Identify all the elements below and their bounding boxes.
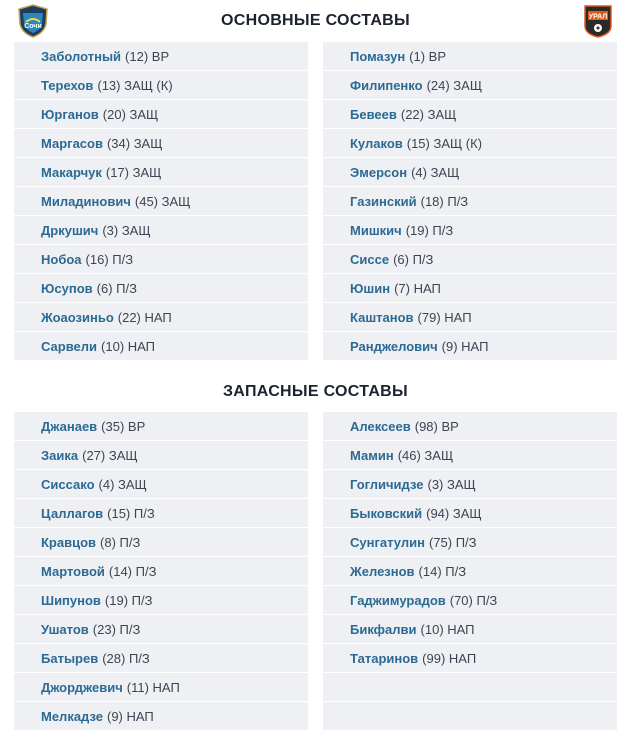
player-row — [323, 412, 617, 441]
player-info: (70) П/З — [449, 592, 498, 608]
player-name[interactable]: Ранджелович — [350, 338, 438, 354]
player-name[interactable]: Помазун — [350, 48, 406, 64]
player-name[interactable]: Джорджевич — [41, 679, 123, 695]
player-row — [323, 71, 617, 100]
player-row — [323, 441, 617, 470]
player-info: (6) П/З — [393, 251, 434, 267]
player-name[interactable]: Железнов — [350, 563, 415, 579]
player-name[interactable]: Джанаев — [41, 418, 98, 434]
substitutes-title: ЗАПАСНЫЕ СОСТАВЫ — [222, 383, 408, 400]
player-row — [14, 216, 308, 245]
player-row — [14, 528, 308, 557]
player-row — [14, 274, 308, 303]
player-name[interactable]: Юрганов — [41, 106, 99, 122]
player-info: (10) НАП — [420, 621, 475, 637]
player-info: (34) ЗАЩ — [106, 135, 163, 151]
player-name[interactable]: Эмерсон — [350, 164, 408, 180]
player-name[interactable]: Маргасов — [41, 135, 103, 151]
player-row — [323, 245, 617, 274]
player-row — [14, 42, 308, 71]
player-info: (15) П/З — [107, 505, 155, 521]
player-info: (9) НАП — [441, 338, 489, 354]
player-info: (1) ВР — [409, 48, 447, 64]
player-name[interactable]: Сиссе — [350, 251, 390, 267]
player-row — [14, 615, 308, 644]
player-row — [323, 42, 617, 71]
player-name[interactable]: Газинский — [350, 193, 417, 209]
player-row — [14, 702, 308, 731]
player-name[interactable]: Быковский — [350, 505, 423, 521]
player-name[interactable]: Дркушич — [41, 222, 99, 238]
player-name[interactable]: Татаринов — [350, 650, 419, 666]
svg-text:Сочи: Сочи — [24, 23, 42, 30]
player-name[interactable]: Заболотный — [41, 48, 122, 64]
player-row — [323, 644, 617, 673]
player-name[interactable]: Гаджимурадов — [350, 592, 446, 608]
player-row — [323, 303, 617, 332]
player-name[interactable]: Бевеев — [350, 106, 397, 122]
player-name[interactable]: Макарчук — [41, 164, 102, 180]
player-info: (9) НАП — [107, 708, 154, 724]
player-name[interactable]: Мишкич — [350, 222, 402, 238]
player-name[interactable]: Нобоа — [41, 251, 82, 267]
player-info: (23) П/З — [92, 621, 141, 637]
player-info: (10) НАП — [101, 338, 156, 354]
player-row — [14, 441, 308, 470]
player-info: (6) П/З — [96, 280, 137, 296]
player-name[interactable]: Миладинович — [41, 193, 131, 209]
player-info: (17) ЗАЩ — [105, 164, 162, 180]
player-info: (19) П/З — [104, 592, 153, 608]
player-row — [14, 129, 308, 158]
player-info: (13) ЗАЩ (К) — [97, 77, 173, 93]
player-info: (18) П/З — [420, 193, 469, 209]
player-row — [323, 100, 617, 129]
player-info: (12) ВР — [125, 48, 170, 64]
player-row — [323, 499, 617, 528]
empty-row — [323, 702, 617, 731]
player-name[interactable]: Гогличидзе — [350, 476, 424, 492]
player-info: (3) ЗАЩ — [102, 222, 151, 238]
player-name[interactable]: Ушатов — [41, 621, 89, 637]
player-row — [14, 557, 308, 586]
player-name[interactable]: Сиссако — [41, 476, 95, 492]
player-info: (11) НАП — [126, 679, 180, 695]
player-name[interactable]: Филипенко — [350, 77, 423, 93]
player-name[interactable]: Терехов — [41, 77, 94, 93]
player-row — [323, 332, 617, 361]
player-info: (99) НАП — [422, 650, 477, 666]
player-info: (3) ЗАЩ — [427, 476, 476, 492]
player-name[interactable]: Сунгатулин — [350, 534, 425, 550]
player-row — [14, 158, 308, 187]
player-name[interactable]: Бикфалви — [350, 621, 417, 637]
player-name[interactable]: Юшин — [350, 280, 391, 296]
player-row — [14, 332, 308, 361]
player-row — [323, 158, 617, 187]
player-info: (4) ЗАЩ — [98, 476, 147, 492]
player-row — [14, 470, 308, 499]
player-row — [323, 615, 617, 644]
player-info: (35) ВР — [101, 418, 146, 434]
player-row — [14, 187, 308, 216]
player-info: (28) П/З — [102, 650, 150, 666]
player-info: (7) НАП — [394, 280, 441, 296]
player-name[interactable]: Сарвели — [41, 338, 98, 354]
player-name[interactable]: Каштанов — [350, 309, 414, 325]
player-info: (14) П/З — [418, 563, 467, 579]
player-row — [323, 528, 617, 557]
player-info: (24) ЗАЩ — [426, 77, 483, 93]
player-name[interactable]: Мелкадзе — [41, 708, 103, 724]
home-subs-list — [14, 412, 308, 731]
player-row — [14, 499, 308, 528]
player-info: (4) ЗАЩ — [411, 164, 460, 180]
player-name[interactable]: Шипунов — [41, 592, 101, 608]
player-info: (45) ЗАЩ — [134, 193, 191, 209]
player-row — [323, 557, 617, 586]
player-name[interactable]: Жоаозиньо — [41, 309, 114, 325]
player-info: (94) ЗАЩ — [426, 505, 482, 521]
empty-row — [323, 673, 617, 702]
player-row — [14, 644, 308, 673]
player-name[interactable]: Батырев — [41, 650, 99, 666]
player-row — [323, 274, 617, 303]
player-row — [14, 412, 308, 441]
player-row — [14, 673, 308, 702]
player-info: (46) ЗАЩ — [397, 447, 454, 463]
away-starting-list — [323, 42, 617, 361]
player-row — [323, 187, 617, 216]
player-row — [323, 129, 617, 158]
player-row — [14, 586, 308, 615]
player-name[interactable]: Кулаков — [350, 135, 403, 151]
player-info: (22) НАП — [117, 309, 172, 325]
player-info: (75) П/З — [428, 534, 477, 550]
player-row — [323, 216, 617, 245]
player-info: (14) П/З — [108, 563, 157, 579]
player-info: (16) П/З — [85, 251, 134, 267]
player-row — [14, 303, 308, 332]
player-info: (79) НАП — [417, 309, 472, 325]
player-info: (15) ЗАЩ (К) — [406, 135, 483, 151]
player-row — [14, 100, 308, 129]
player-row — [14, 245, 308, 274]
player-name[interactable]: Цаллагов — [41, 505, 104, 521]
player-name[interactable]: Мартовой — [41, 563, 105, 579]
player-name[interactable]: Алексеев — [350, 418, 411, 434]
player-info: (8) П/З — [100, 534, 141, 550]
player-info: (27) ЗАЩ — [82, 447, 138, 463]
home-starting-list — [14, 42, 308, 361]
player-name[interactable]: Мамин — [350, 447, 394, 463]
player-name[interactable]: Юсупов — [41, 280, 93, 296]
player-info: (19) П/З — [405, 222, 454, 238]
player-name[interactable]: Заика — [41, 447, 79, 463]
player-info: (22) ЗАЩ — [400, 106, 457, 122]
player-row — [323, 470, 617, 499]
starting-lineups-title: ОСНОВНЫЕ СОСТАВЫ — [221, 12, 410, 29]
player-info: (20) ЗАЩ — [102, 106, 159, 122]
player-row — [14, 71, 308, 100]
player-info: (98) ВР — [414, 418, 459, 434]
player-row — [323, 586, 617, 615]
away-subs-list — [323, 412, 617, 731]
svg-text:УРАЛ: УРАЛ — [588, 13, 608, 21]
player-name[interactable]: Кравцов — [41, 534, 97, 550]
